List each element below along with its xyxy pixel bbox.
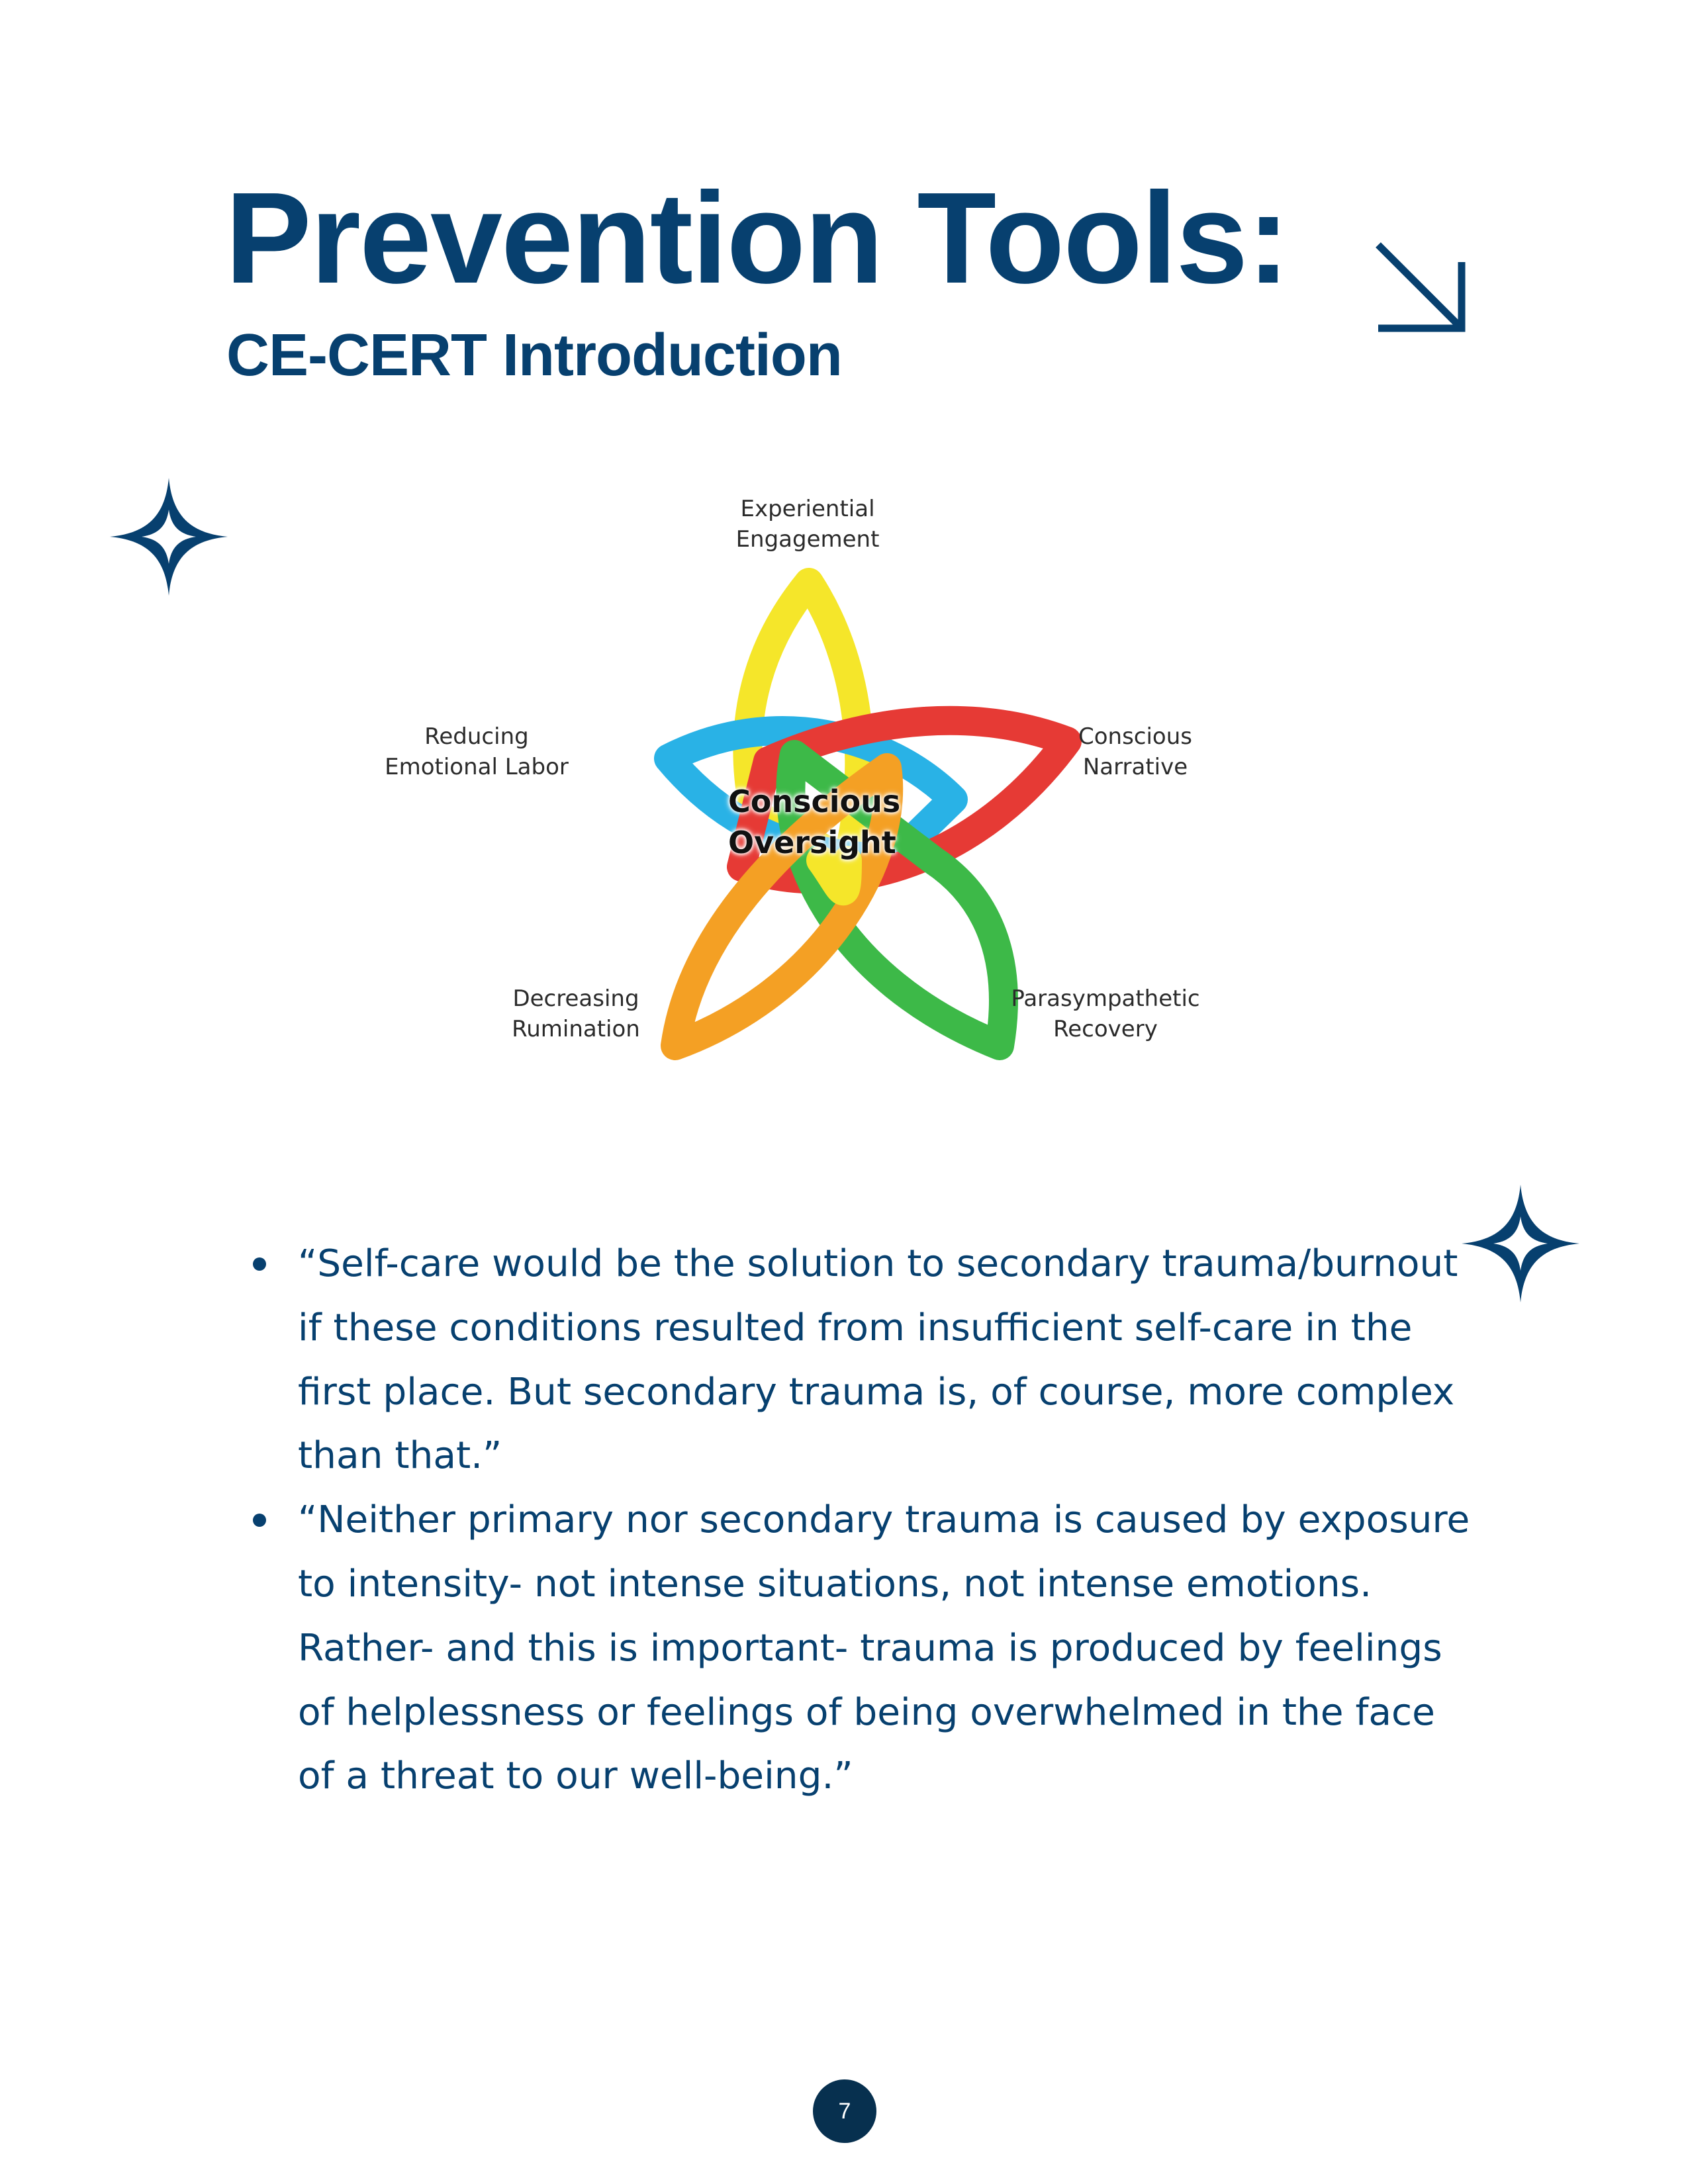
page-title: Prevention Tools: [225, 165, 1289, 310]
bullet-icon [253, 1257, 266, 1271]
quote-text: “Neither primary nor secondary trauma is caused by exposure to intensity- not intense situations, not intense emotions. Rather- and this is important- trauma is produced by feelings of helplessness or feelings of being overwhelmed in the face of a threat to our well-being.” [298, 1498, 1470, 1798]
page-number-badge: 7 [813, 2079, 876, 2143]
page-subtitle: CE-CERT Introduction [226, 322, 842, 388]
quote-text: “Self-care would be the solution to secondary trauma/burnout if these conditions resulted from insufficient self-care in the first place. But secondary trauma is, of course, more complex than that.” [298, 1242, 1458, 1478]
label-reducing-emotional-labor: Reducing Emotional Labor [385, 723, 569, 780]
arrow-down-right-icon [1370, 237, 1470, 336]
label-decreasing-rumination: Decreasing Rumination [512, 985, 640, 1042]
label-conscious-narrative: Conscious Narrative [1078, 723, 1192, 780]
quote-item [252, 1232, 1483, 1488]
label-experiential-engagement: Experiential Engagement [735, 496, 880, 553]
label-parasympathetic-recovery: Parasympathetic Recovery [1011, 985, 1200, 1042]
four-point-star-icon [110, 478, 228, 596]
bullet-icon [253, 1514, 266, 1527]
ce-cert-star-diagram [384, 490, 1231, 1072]
label-conscious-oversight: Conscious Oversight [728, 784, 901, 860]
quote-list [252, 1232, 1483, 1809]
quote-item [252, 1488, 1483, 1809]
